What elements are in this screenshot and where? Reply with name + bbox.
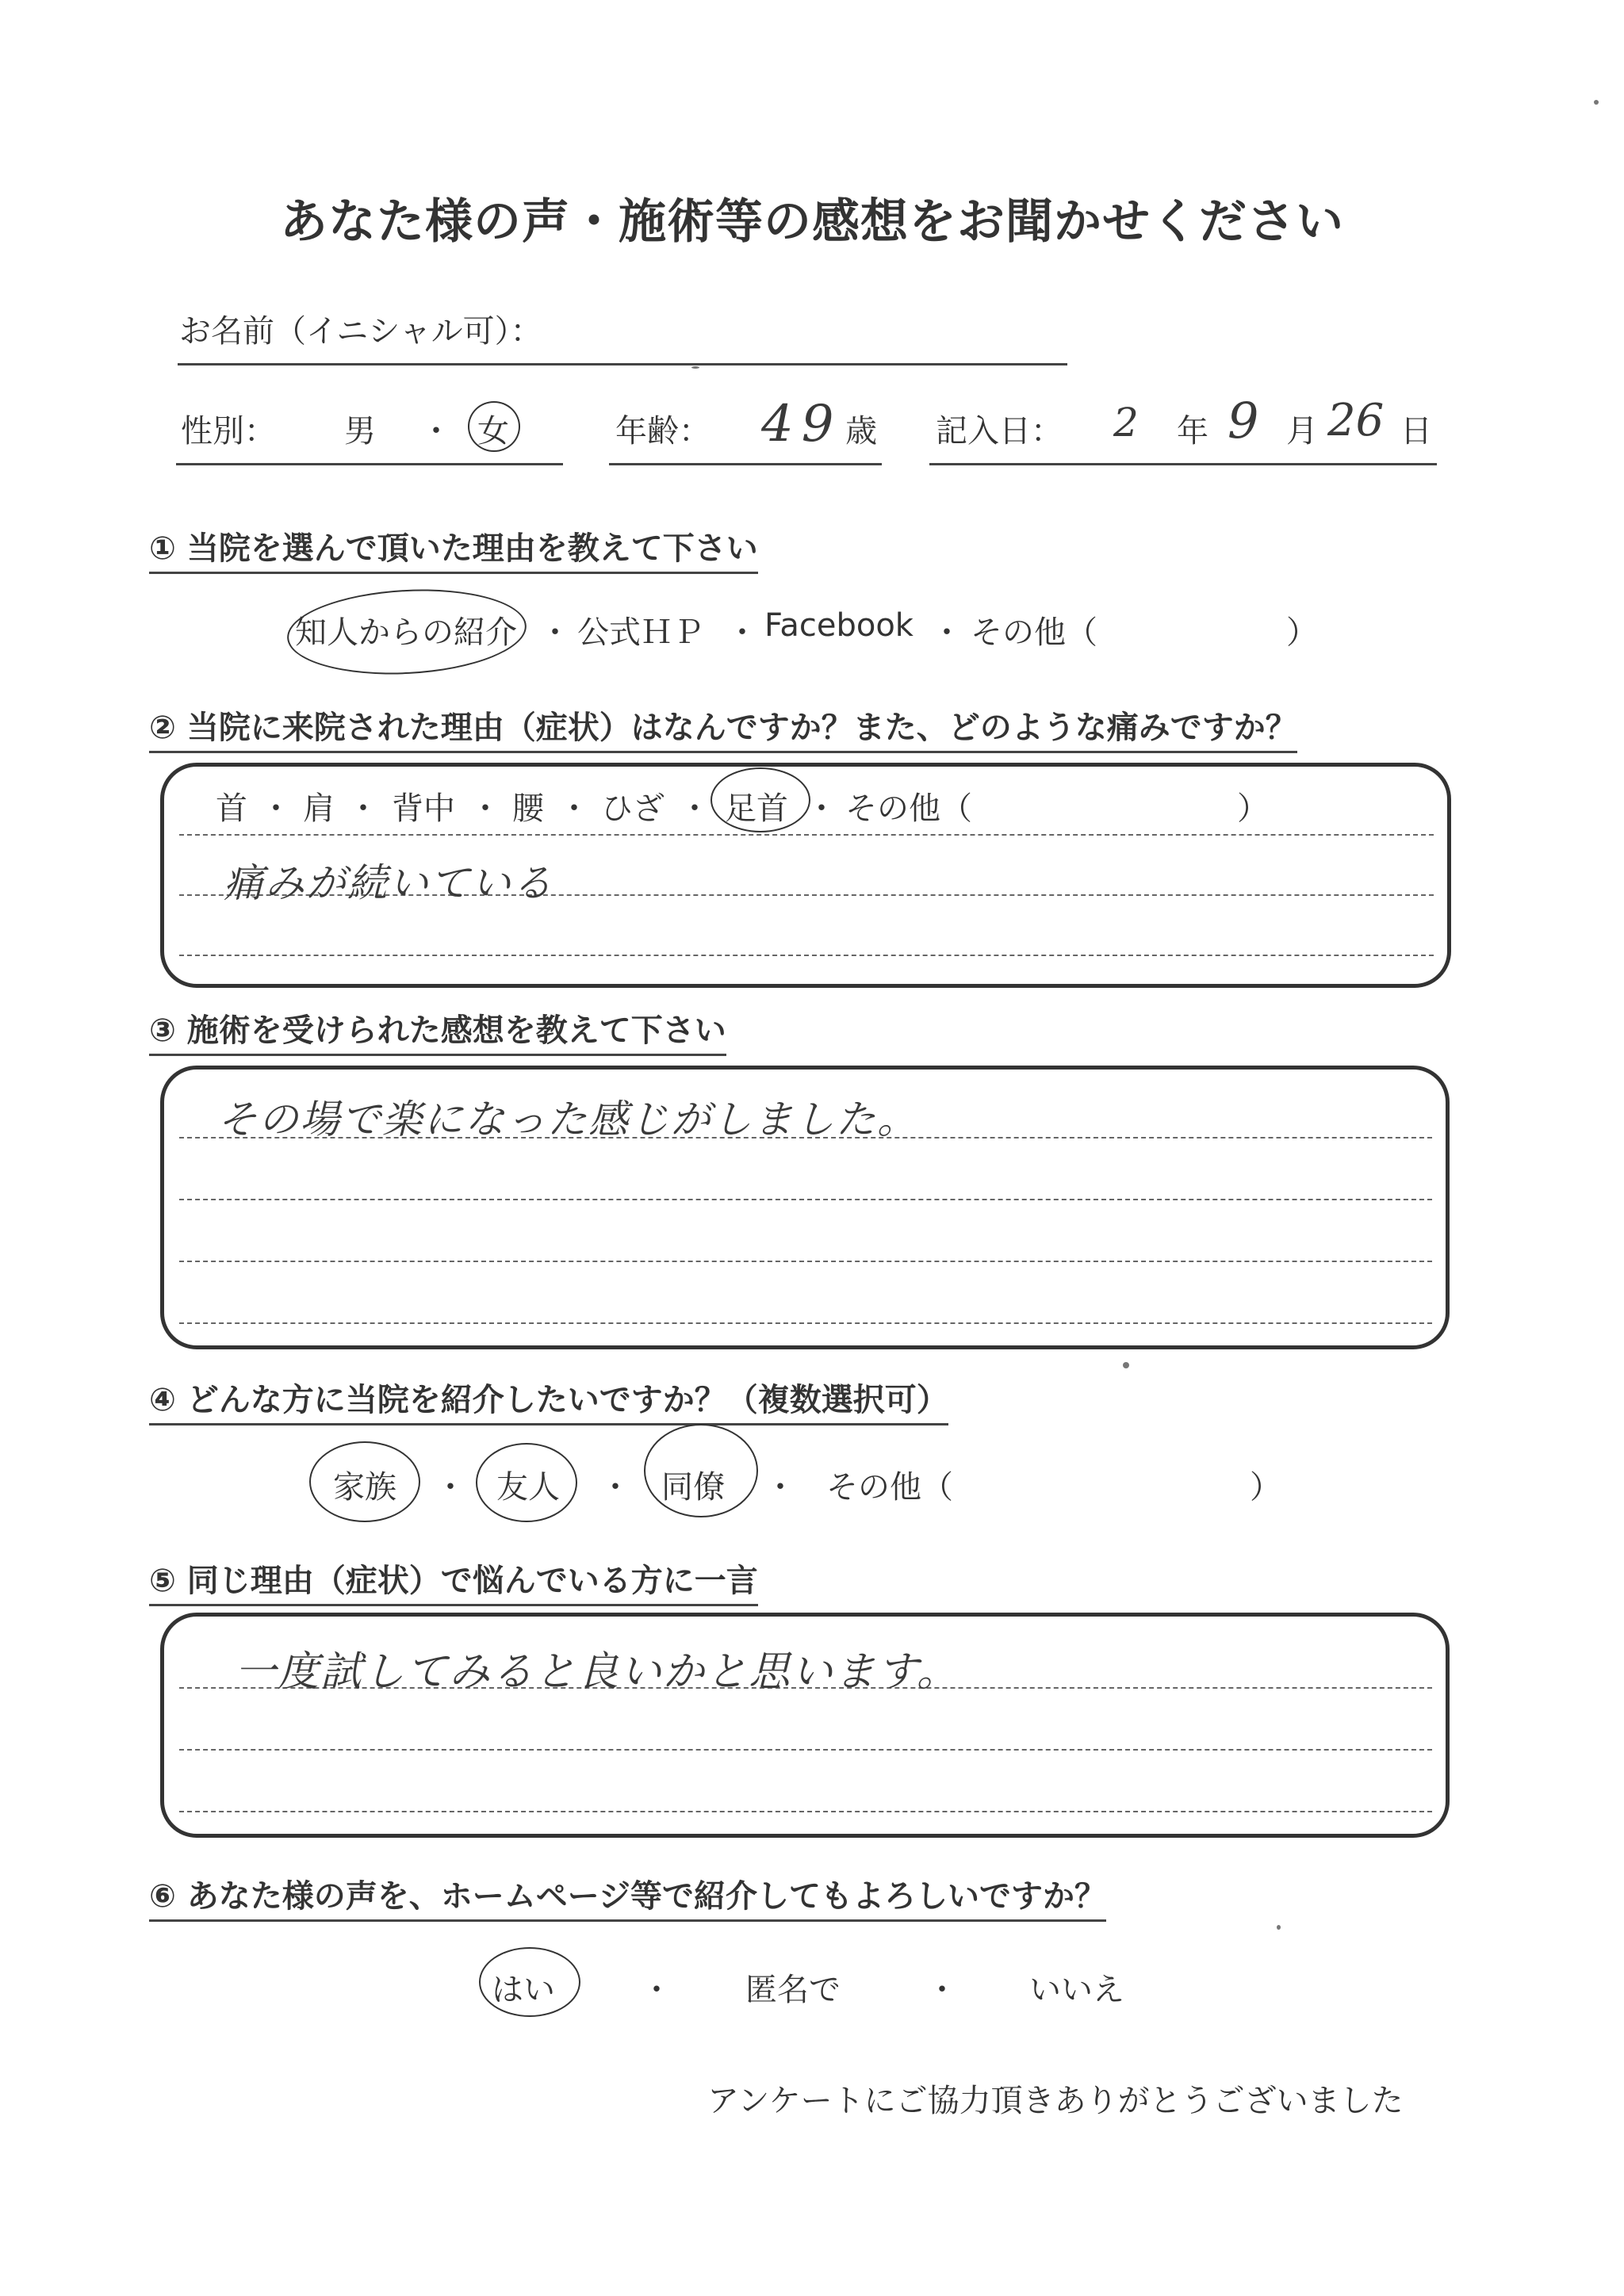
q2-handwritten-answer: 痛みが続いている [224, 860, 553, 906]
gender-separator: ・ [420, 413, 452, 450]
q4-other-close-paren: ） [1250, 1469, 1281, 1506]
q4-option-colleague: 同僚 [661, 1469, 725, 1506]
q4-separator: ・ [764, 1469, 796, 1506]
date-month-value: 9 [1228, 392, 1259, 450]
q6-option-anonymous: 匿名で [745, 1972, 841, 2008]
q4-separator: ・ [435, 1469, 466, 1506]
age-underline [609, 463, 882, 465]
q6-option-no: いいえ [1029, 1972, 1124, 2008]
q4-heading: ④ どんな方に当院を紹介したいですか？（複数選択可） [149, 1375, 948, 1425]
name-underline [178, 363, 1067, 365]
q2-selected-circle-mark [710, 767, 810, 832]
date-month-unit: 月 [1286, 413, 1318, 450]
q4-separator: ・ [599, 1469, 631, 1506]
q2-separator: ・ [347, 790, 379, 827]
q1-separator: ・ [931, 614, 963, 651]
q1-separator: ・ [726, 614, 758, 651]
q4-option-family: 家族 [333, 1469, 396, 1506]
q2-separator: ・ [469, 790, 501, 827]
scan-speck [1594, 100, 1599, 105]
date-year-value: 2 [1113, 400, 1139, 446]
q1-option-facebook: Facebook [764, 607, 914, 644]
date-year-unit: 年 [1177, 413, 1208, 450]
gender-male: 男 [344, 413, 376, 450]
q6-heading: ⑥ あなた様の声を、ホームページ等で紹介してもよろしいですか？ [149, 1871, 1106, 1922]
q1-heading: ① 当院を選んで頂いた理由を教えて下さい [149, 523, 758, 574]
date-label: 記入日： [936, 413, 1063, 450]
q1-selected-circle-mark [285, 584, 528, 680]
q1-option-referral: 知人からの紹介 [295, 614, 517, 651]
q3-handwritten-answer: その場で楽になった感じがしました。 [217, 1096, 918, 1142]
q2-other-close-paren: ） [1237, 790, 1269, 827]
q1-option-other: その他（ [971, 614, 1097, 651]
q1-separator: ・ [539, 614, 571, 651]
page-title: あなた様の声・施術等の感想をお聞かせください [280, 194, 1344, 250]
q1-option-official-hp: 公式ＨＰ [577, 614, 704, 651]
gender-label: 性別： [181, 413, 276, 450]
gender-female: 女 [477, 413, 509, 450]
q5-heading: ⑤ 同じ理由（症状）で悩んでいる方に一言 [149, 1556, 758, 1606]
q2-separator: ・ [558, 790, 590, 827]
date-day-value: 26 [1327, 395, 1385, 446]
q2-separator: ・ [806, 790, 837, 827]
q2-answer-line [179, 955, 1434, 956]
q5-handwritten-answer: 一度試してみると良いかと思います。 [235, 1648, 959, 1696]
thank-you-footer: アンケートにご協力頂きありがとうございました [707, 2083, 1404, 2119]
q3-answer-line [179, 1261, 1432, 1262]
q2-option-back: 背中 [392, 790, 455, 827]
q4-option-friend: 友人 [496, 1469, 560, 1506]
gender-underline [176, 463, 563, 465]
scan-speck [691, 366, 699, 369]
q2-option-lower-back: 腰 [512, 790, 544, 827]
date-underline [929, 463, 1437, 465]
scan-speck [1123, 1362, 1129, 1368]
q4-friend-circle-mark [476, 1443, 577, 1522]
age-value: 49 [761, 395, 842, 453]
q6-option-yes: はい [492, 1972, 555, 2008]
gender-female-circle-mark [468, 401, 520, 452]
q2-option-other: その他（ [845, 790, 972, 827]
q1-other-close-paren: ） [1286, 614, 1318, 651]
name-label: お名前（イニシャル可）： [179, 313, 542, 350]
q3-heading: ③ 施術を受けられた感想を教えて下さい [149, 1005, 726, 1056]
q6-separator: ・ [926, 1972, 958, 2008]
q2-option-knee: ひざ [601, 790, 665, 827]
q2-option-shoulder: 肩 [303, 790, 335, 827]
q3-answer-line [179, 1322, 1432, 1324]
q2-option-ankle: 足首 [725, 790, 788, 827]
q6-separator: ・ [641, 1972, 672, 2008]
q2-option-neck: 首 [216, 790, 247, 827]
q5-answer-line [179, 1811, 1432, 1812]
q6-selected-circle-mark [479, 1947, 580, 2017]
q5-answer-line [179, 1749, 1432, 1751]
age-unit: 歳 [845, 413, 877, 450]
q2-heading: ② 当院に来院された理由（症状）はなんですか？また、どのような痛みですか？ [149, 702, 1297, 753]
q2-separator: ・ [260, 790, 292, 827]
q4-colleague-circle-mark [644, 1424, 758, 1517]
scan-speck [1277, 1925, 1281, 1930]
q2-answer-line [179, 834, 1434, 836]
date-day-unit: 日 [1400, 413, 1432, 450]
age-label: 年齢： [615, 413, 710, 450]
q2-separator: ・ [679, 790, 710, 827]
q4-family-circle-mark [309, 1441, 420, 1522]
q4-option-other: その他（ [826, 1469, 953, 1506]
q3-answer-line [179, 1199, 1432, 1200]
